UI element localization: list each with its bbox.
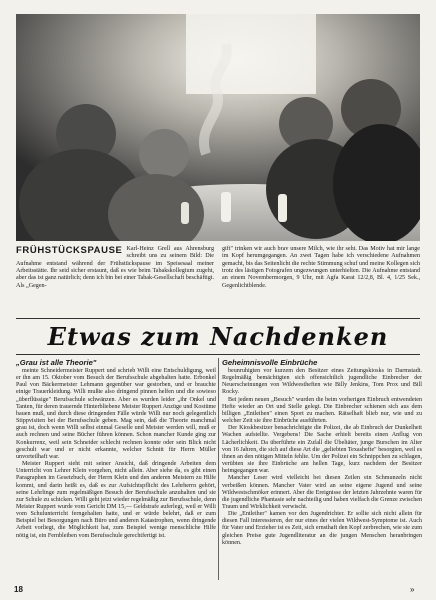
- caption-column-1: [16, 246, 214, 290]
- left-subhead: „Grau ist alle Theorie": [16, 358, 97, 367]
- page-number: 18: [14, 585, 23, 594]
- right-article-column: [222, 358, 422, 547]
- divider-top: [16, 318, 420, 319]
- caption-column-2: [222, 246, 420, 290]
- right-paragraph: Die „Entleiher" kamen vor den Jugendrichter. Er sollte sich nicht allein für diesen Fall interessieren, der nur eines der vielen Wildwest-Symptome ist. Auch für Vater und Erzieher ist es Zeit, sich ernsthaft den Kopf zerbrechen, wie sie zum gleichen Preise gute Jugendliteratur an die jungen Menschen heranbringen können.: [222, 511, 422, 546]
- right-paragraph: Bei jedem neuen „Besuch" wurden die beim vorherigen Einbruch entwendeten Hefte wieder an Ort und Stelle gelegt. Die Einbrecher schienen sich aus dem billigen „Entleihen" einen Sport zu machen. Rätselhaft blieb nur, wie und zu welcher Zeit sie ihre Einbrüche ausführten.: [222, 396, 422, 425]
- caption-text-2: gift" trinken wir auch brav unsere Milch, wie ihr seht. Das Motiv hat mir lange im Kopf herumgegangen. An zwei Tagen habe ich verschiedene Aufnahmen gemacht, bis das Seitenlicht die rechte Stimmung schuf und meine Kollegen sich trotz des lästigen Fotografen ungezwungen unterhielten. Die Aufnahme entstand an einem Novembermorgen, 9 Uhr, mit Agfa Karat 12/2,8, Bl. 4, 1/25 Sek., Gegenlichtblende.: [222, 246, 420, 289]
- left-article-column: [16, 358, 216, 540]
- left-paragraph: meinte Schneidermeister Ruppert und schrieb Willi eine Entschuldigung, weil er ihn am 15. Oktober vom Besuch der Berufsschule abgehalten hatte. Erbonkel Paul von Bäckermeister Lehmann gegenüber war gestorben, und er brauchte einige Trauerkleidung. Willi mußte also dringend pinnen helfen und die sowieso „überflüssige" Berufsschule schwänzen. Aber es wurden leider „ihr Onkel und Tanten, für deren trauernde Hinterbliebene Meister Ruppert Anzüge und Kostüme bauen muß, und durch diese dringenden Fälle würde Willi nur noch gelegentlich Stippvisiten bei der Berufsschule geben. Mag sein, daß die Theorie manchmal grau ist, doch wenn Willi selbst einmal Geselle und Meister werden will, muß er auch rechnen und seine Bücher führen können. Schon mancher Kunde ging zur Konkurrenz, weil sein Schneider schlecht rechnen konnte oder sein Blick nicht geschult war und er nicht erkannte, welcher Schnitt für Herrn Müller unvorteilhaft war.: [16, 368, 216, 460]
- right-subhead: Geheimnisvolle Einbrüche: [222, 358, 318, 367]
- left-paragraph: Meister Ruppert sieht mit seiner Ansicht, daß dringende Arbeiten dem Unterricht von Lehrer Klein vorgehen, nicht allein. Aber siehe da, es gibt einen Paragraphen im Gesetzbuch, der Herrn Klein und den anderen Meistern zu Hilfe kommt, und darin heißt es, daß es zur Aufsichtspflicht des Lehrherrn gehört, seine Lehrlinge zum regelmäßigen Besuch der Berufsschule anzuhalten und sie zur Schule zu schicken. Willi geht jetzt wieder regelmäßig zur Berufsschule, denn Meister Ruppert wurde vom Gericht DM 15,— Geldstrafe auferlegt, weil er Willi vom Schulunterricht ferngehalten hatte, und er würde belehrt, daß er zum Beispiel bei Besorgungen nach Büro und anderen Katastrophen, wenn dringende Arbeit vorliegt, die Möglichkeit hat, zum Beispiel wenige menschliche Hilfe nötig ist, ein Fernbleiben vom Berufsschule gerechtfertigt ist.: [16, 461, 216, 539]
- right-paragraph: beunruhigten vor kurzem den Besitzer eines Zeitungskiosks in Darmstadt. Regelmäßig bemächtigten sich offensichtlich jugendliche Einbrecher der Neuerscheinungen von Wildwestheften wie Billy Jenkins, Tom Prox und Bill Rocky.: [222, 368, 422, 396]
- article-headline: Etwas zum Nachdenken: [47, 322, 389, 351]
- divider-bottom: [16, 354, 420, 355]
- caption-lead: FRÜHSTÜCKSPAUSE: [16, 245, 123, 256]
- right-paragraph: Der Kioskbesitzer benachrichtigte die Polizei, die ab Einbruch der Dunkelheit Wachen aufstellte. Vergebens! Die Sache erhielt bereits einen Anflug von Lächerlichkeit. Da überführte ein Zufall die Übeltäter, junge Burschen im Alter von 16 Jahren, die sich auf diese Art die „geliebten Texashefte" besorgten, weil es ihnen an den nötigen Mitteln fehlte. Um der Polizei ein Schnippchen zu schlagen, verübten sie ihre Einbrüche am hellen Tage, kurz nachdem der Besitzer heimgegangen war.: [222, 425, 422, 475]
- column-divider: [218, 358, 219, 580]
- continuation-mark: »: [410, 585, 415, 594]
- breakfast-break-photo: [16, 14, 420, 241]
- right-paragraph: Mancher Leser wird vielleicht bei diesen Zeilen ein Schmunzeln nicht verbeißen können. Mancher Vater wird an seine eigene Jugend und seine Wildwestschmöker erinnert. Aber die Ereignisse der letzten Jahrzehnte waren für die jugendliche Phantasie sehr nachteilig und haben vielfach die Grenze zwischen Traum und Wirklichkeit verwischt.: [222, 475, 422, 510]
- caption-text-1: Karl-Heinz Grell aus Ahrensburg schreibt uns zu seinem Bild: Die Aufnahme entstand während der Frühstückspause im Speisesaal meiner Arbeitsstätte. Ihr seid sicher erstaunt, daß es wie beim Tabakskollegium zugeht, aber das ist ganz natürlich; denn ich bin bei einer Tabak-Gesellschaft beschäftigt. Als „Gegen-: [16, 246, 214, 289]
